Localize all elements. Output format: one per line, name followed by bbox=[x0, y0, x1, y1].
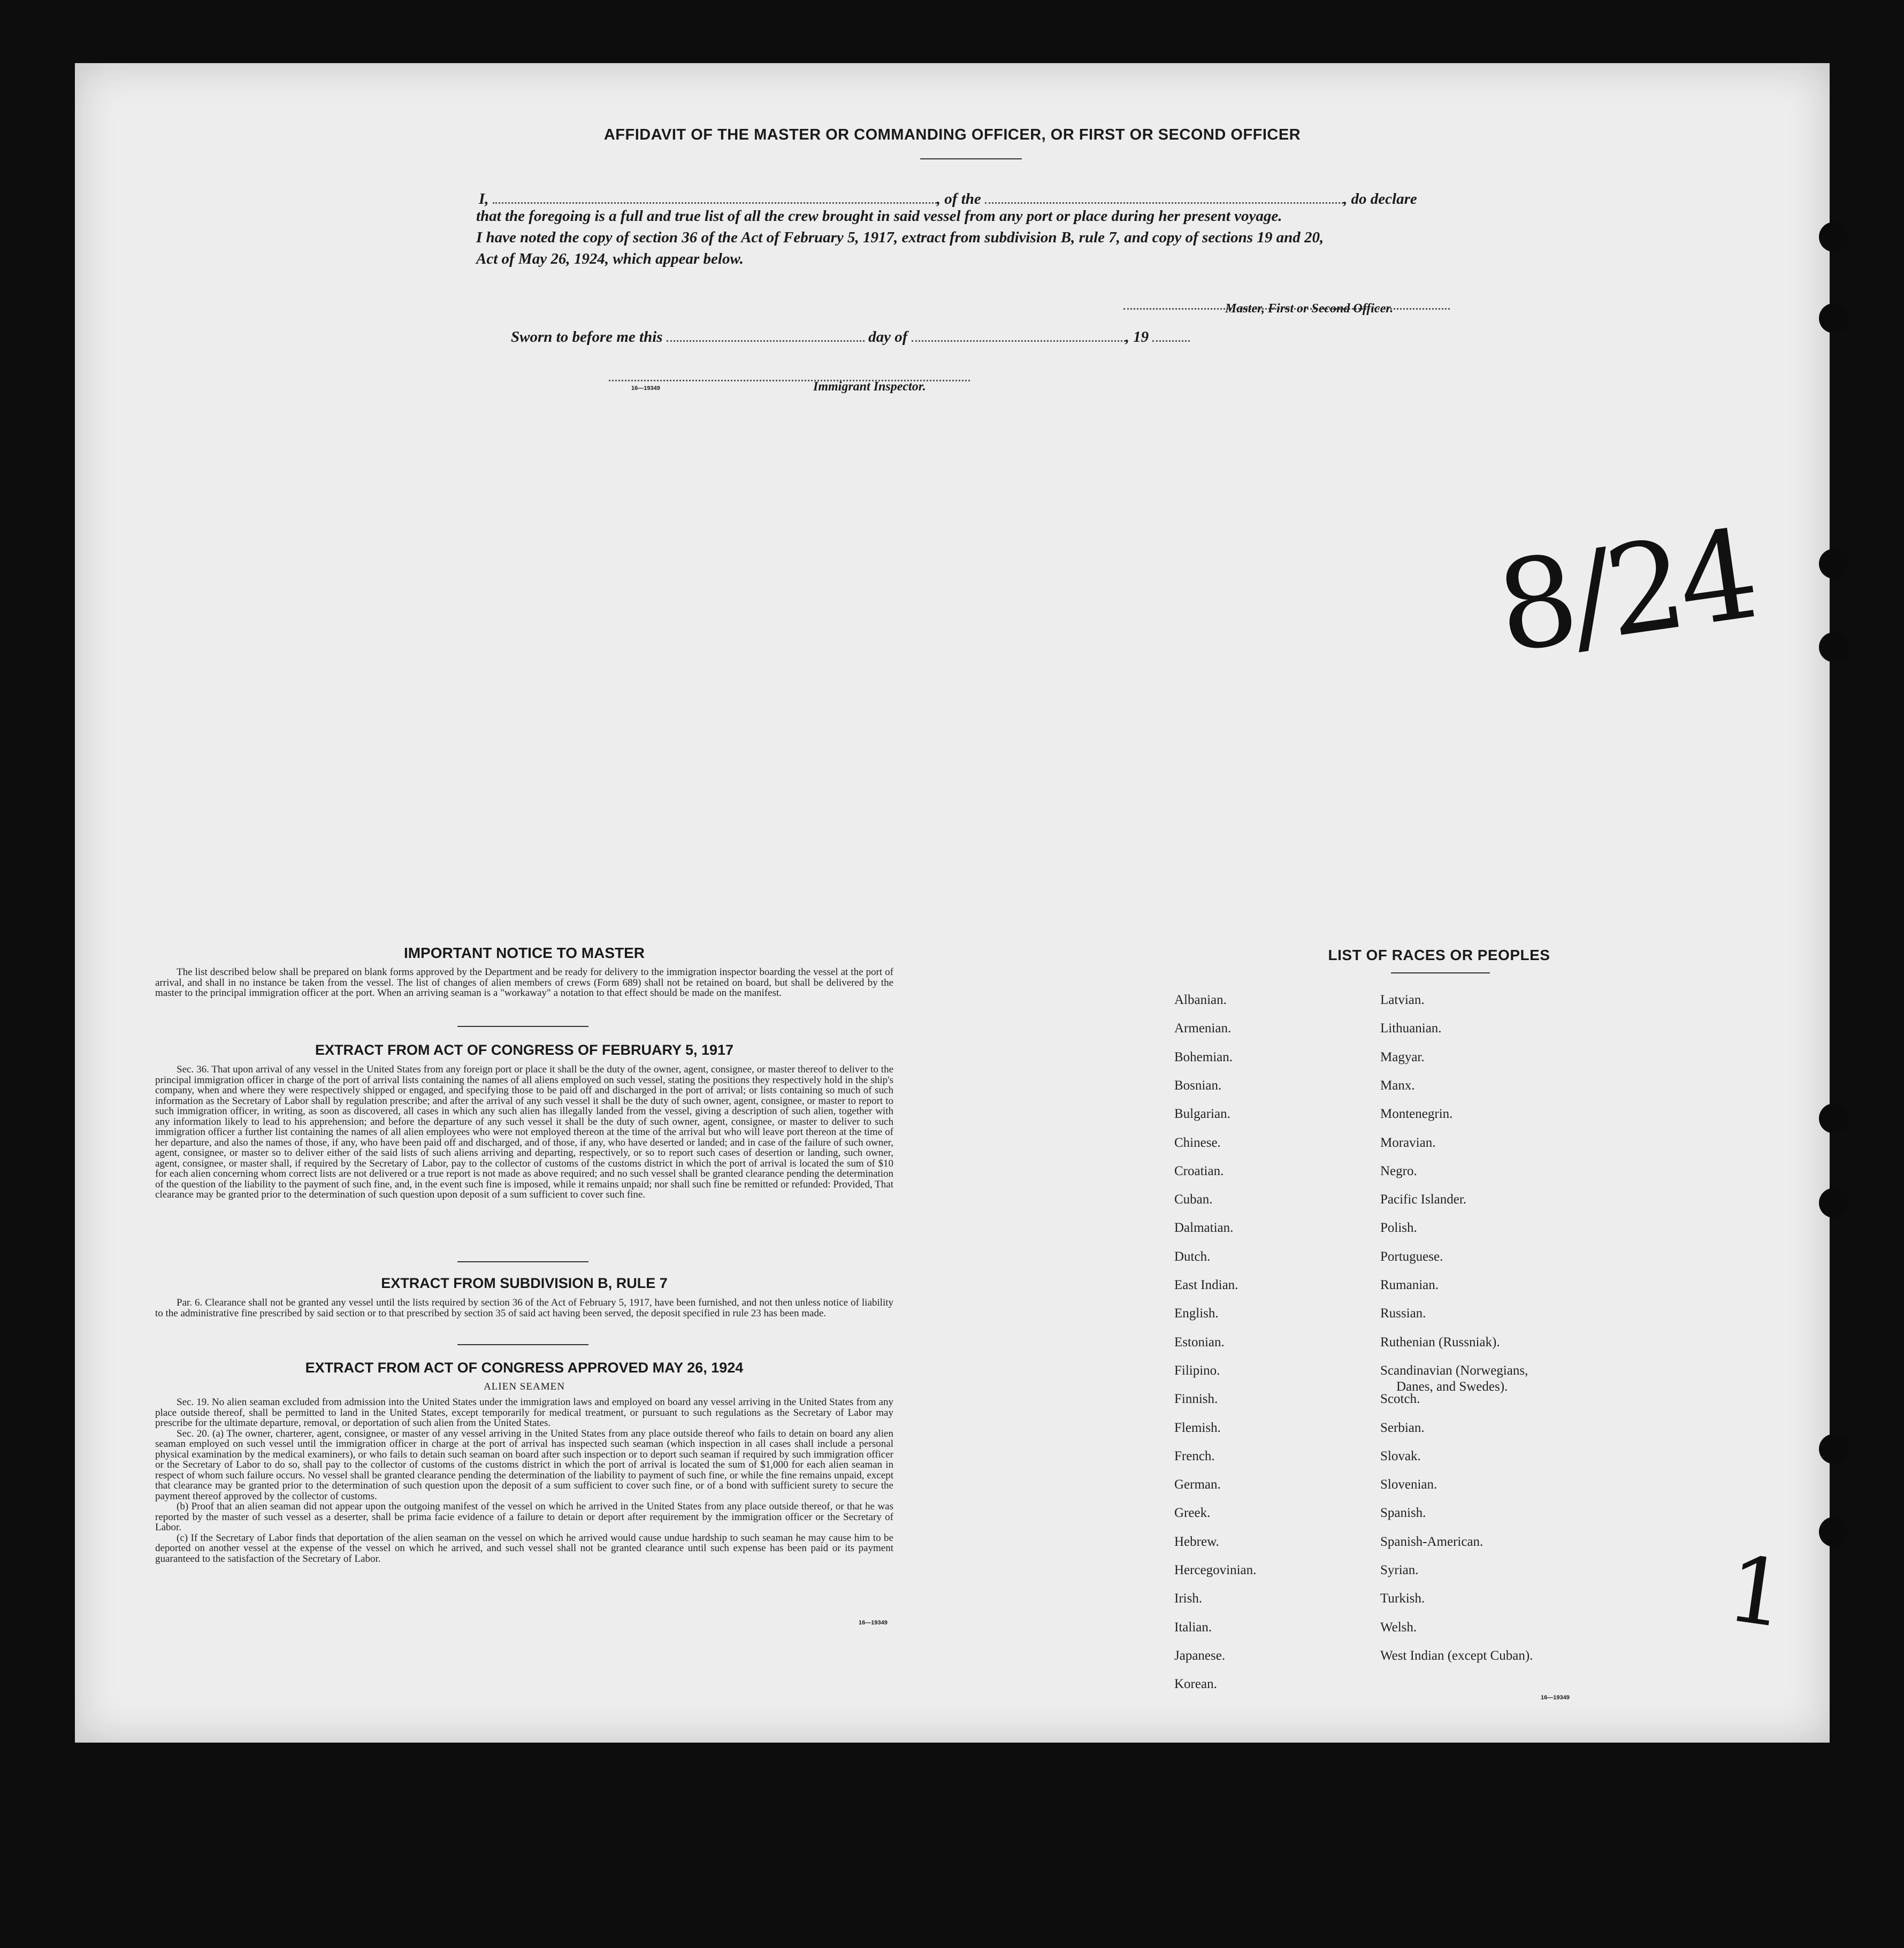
title-underline bbox=[920, 158, 1022, 159]
race-item: Lithuanian. bbox=[1380, 1021, 1442, 1036]
race-item: Chinese. bbox=[1174, 1135, 1221, 1150]
notice-title: IMPORTANT NOTICE TO MASTER bbox=[403, 945, 645, 961]
punch-hole bbox=[1819, 1434, 1849, 1464]
race-item: German. bbox=[1174, 1477, 1221, 1492]
punch-hole bbox=[1819, 222, 1849, 252]
notice-paragraph: The list described below shall be prepared on blank forms approved by the Department and be ready for delivery to the immigration inspector boarding the vessel at the port of arrival, and shall in no instance be taken from the vessel. The list of changes of alien members of crews (Form 689) shall not be retained on board, but shall be delivered by the master to the principal immigration officer at the port. When an arriving seaman is a "workaway" a notation to that effect should be made on the manifest. bbox=[155, 967, 893, 999]
alien-seamen-subtitle: ALIEN SEAMEN bbox=[484, 1381, 565, 1392]
affidavit-form-number: 16—19349 bbox=[631, 385, 660, 392]
sworn-day-label: day of bbox=[868, 328, 908, 346]
punch-hole bbox=[1819, 1188, 1849, 1218]
sec20c-paragraph: (c) If the Secretary of Labor finds that deportation of the alien seaman on the vessel on which he arrived would cause undue hardship to such seaman he may cause him to be deported on another vessel at the expense of the vessel on which he arrived, and such vessel shall not be granted clearance until such expense has been paid or its payment guaranteed to the satisfaction of the Secretary of Labor. bbox=[155, 1532, 893, 1564]
race-item: Turkish. bbox=[1380, 1591, 1425, 1606]
race-item: West Indian (except Cuban). bbox=[1380, 1648, 1533, 1663]
extract-rule7-title: EXTRACT FROM SUBDIVISION B, RULE 7 bbox=[381, 1275, 668, 1291]
sworn-month-field[interactable] bbox=[912, 324, 1126, 342]
race-item: Hebrew. bbox=[1174, 1534, 1219, 1549]
sworn-year-field[interactable] bbox=[1152, 324, 1190, 342]
affidavit-line2: that the foregoing is a full and true list of all the crew brought in said vessel from any port or place during her present voyage. bbox=[476, 208, 1282, 225]
race-item: Spanish-American. bbox=[1380, 1534, 1484, 1549]
race-item: Estonian. bbox=[1174, 1335, 1225, 1349]
vessel-name-field[interactable] bbox=[985, 186, 1343, 204]
races-title-underline bbox=[1391, 972, 1490, 973]
race-item: French. bbox=[1174, 1448, 1215, 1463]
sec20a-paragraph: Sec. 20. (a) The owner, charterer, agent, consignee, or master of any vessel arriving in the United States from any place outside thereof who fails to detain on board any alien seaman employed on such vessel until the immigration officer in charge at the port of arrival has inspected such seaman (which inspection in all cases shall include a personal physical examination by the medical examiners), or who fails to detain such seaman on board after such inspection or to deport such seaman if required by such immigration officer or the Secretary of Labor to do so, shall pay to the collector of customs of the customs district in which the port of arrival is located the sum of $1,000 for each alien seaman in respect of whom such failure occurs. No vessel shall be granted clearance pending the determination of the liability to payment of such fine, or while the fine remains unpaid, except that clearance may be granted prior to the determination of such question upon the deposit of a sum sufficient to cover such fine, or of a bond with sufficient surety to secure the payment thereof approved by the collector of customs. bbox=[155, 1428, 893, 1502]
sec19-paragraph: Sec. 19. No alien seaman excluded from admission into the United States under the immigration laws and employed on board any vessel arriving in the United States from any place outside thereof, shall be permitted to land in the United States, except temporarily for medical treatment, or pursuant to such regulations as the Secretary of Labor may prescribe for the ultimate departure, removal, or deportation of such alien from the United States. bbox=[155, 1397, 893, 1429]
handwritten-page-ref: 8/24 bbox=[1489, 503, 1762, 680]
race-item: Pacific Islander. bbox=[1380, 1192, 1467, 1207]
extract-rule7-divider bbox=[457, 1344, 588, 1345]
affidavit-title: AFFIDAVIT OF THE MASTER OR COMMANDING OFFICER, OR FIRST OR SECOND OFFICER bbox=[603, 126, 1301, 143]
master-signature-label: Master, First or Second Officer. bbox=[1225, 302, 1394, 316]
extract-rule7-text bbox=[155, 1298, 893, 1318]
extract-1924-title: EXTRACT FROM ACT OF CONGRESS APPROVED MAY 26, 1924 bbox=[305, 1360, 744, 1376]
race-item: Serbian. bbox=[1380, 1420, 1425, 1435]
sec36-paragraph: Sec. 36. That upon arrival of any vessel in the United States from any foreign port or place it shall be the duty of the owner, agent, consignee, or master thereof to deliver to the principal immigration officer in charge of the port of arrival lists containing the names of all aliens employed on such vessel, stating the positions they respectively hold in the ship's company, when and where they were respectively shipped or engaged, and specifying those to be paid off and discharged in the port of arrival; or lists containing so much of such information as the Secretary of Labor shall by regulation prescribe; and after the arrival of any such vessel it shall be the duty of such owner, agent, consignee, or master to report to such immigration officer, in writing, as soon as discovered, all cases in which any such alien has illegally landed from the vessel, giving a description of such alien, together with any information likely to lead to his apprehension; and before the departure of any such vessel it shall be the duty of such owner, agent, consignee, or master to deliver to such immigration officer a further list containing the names of all alien employees who were not employed thereon at the time of the arrival but who will leave port thereon at the time of her departure, and also the names of those, if any, who have been paid off and discharged, and of those, if any, who have deserted or landed; and in case of the failure of such owner, agent, consignee, or master so to deliver either of the said lists of such aliens arriving and departing, respectively, or so to report such cases of desertion or landing, such owner, agent, consignee, or master shall, if required by the Secretary of Labor, pay to the collector of customs of the customs district in which the port of arrival is located the sum of $10 for each alien concerning whom correct lists are not delivered or a true report is not made as above required; and no such vessel shall be granted clearance pending the determination of the question of the liability to the payment of such fine, and, in the event such fine is imposed, while it remains unpaid; nor shall such fine be remitted or refunded: Provided, That clearance may be granted prior to the determination of such question upon deposit of a sum sufficient to cover such fine. bbox=[155, 1064, 893, 1200]
notice-text bbox=[155, 967, 893, 999]
race-item: Welsh. bbox=[1380, 1620, 1417, 1635]
race-item: Danes, and Swedes). bbox=[1396, 1379, 1508, 1394]
sworn-year-label: , 19 bbox=[1125, 328, 1149, 346]
sworn-line bbox=[511, 324, 1190, 346]
race-item: Dutch. bbox=[1174, 1249, 1211, 1264]
race-item: Greek. bbox=[1174, 1506, 1211, 1521]
punch-hole bbox=[1819, 303, 1849, 333]
sec20b-paragraph: (b) Proof that an alien seaman did not appear upon the outgoing manifest of the vessel on which he arrived in the United States from any place outside thereof, or that he was reported by the master of such vessel as a deserter, shall be prima facie evidence of a failure to detain or deport after requirement by the immigration officer or the Secretary of Labor. bbox=[155, 1501, 893, 1533]
race-item: East Indian. bbox=[1174, 1278, 1238, 1292]
declarant-prefix: I, bbox=[479, 190, 489, 208]
punch-hole bbox=[1819, 549, 1849, 579]
notice-divider bbox=[457, 1026, 588, 1027]
sworn-prefix: Sworn to before me this bbox=[511, 328, 663, 346]
affidavit-line4: Act of May 26, 1924, which appear below. bbox=[476, 250, 744, 267]
race-item: Korean. bbox=[1174, 1677, 1217, 1692]
declare-text: , do declare bbox=[1343, 190, 1417, 208]
race-item: Dalmatian. bbox=[1174, 1221, 1234, 1236]
race-item: Bulgarian. bbox=[1174, 1107, 1230, 1122]
race-item: Russian. bbox=[1380, 1306, 1426, 1321]
race-item: Montenegrin. bbox=[1380, 1107, 1453, 1122]
race-item: Scandinavian (Norwegians, bbox=[1380, 1363, 1528, 1378]
race-item: Magyar. bbox=[1380, 1049, 1425, 1064]
race-item: Negro. bbox=[1380, 1163, 1417, 1178]
race-item: Italian. bbox=[1174, 1620, 1212, 1635]
punch-hole bbox=[1819, 632, 1849, 662]
race-item: Slovak. bbox=[1380, 1448, 1421, 1463]
inspector-signature-field[interactable] bbox=[609, 364, 970, 381]
inspector-signature-label: Immigrant Inspector. bbox=[813, 380, 926, 394]
race-item: Bohemian. bbox=[1174, 1049, 1233, 1064]
races-title: LIST OF RACES OR PEOPLES bbox=[1328, 947, 1550, 963]
extract-1917-text bbox=[155, 1064, 893, 1200]
affidavit-line3: I have noted the copy of section 36 of the Act of February 5, 1917, extract from subdivision B, rule 7, and copy of sections 19 and 20, bbox=[476, 229, 1324, 246]
race-item: Armenian. bbox=[1174, 1021, 1232, 1036]
race-item: Scotch. bbox=[1380, 1392, 1420, 1407]
race-item: Spanish. bbox=[1380, 1506, 1426, 1521]
par6-paragraph: Par. 6. Clearance shall not be granted any vessel until the lists required by section 36 of the Act of February 5, 1917, have been furnished, and not then unless notice of liability to the administrative fine prescribed by said section or to that prescribed by section 35 of said act having been served, the deposit specified in rule 23 has been made. bbox=[155, 1297, 893, 1319]
race-item: Albanian. bbox=[1174, 993, 1227, 1007]
race-item: Cuban. bbox=[1174, 1192, 1213, 1207]
race-item: Manx. bbox=[1380, 1078, 1415, 1093]
race-item: Portuguese. bbox=[1380, 1249, 1443, 1264]
race-item: Finnish. bbox=[1174, 1392, 1218, 1407]
declarant-name-field[interactable] bbox=[493, 186, 937, 204]
race-item: Syrian. bbox=[1380, 1563, 1419, 1577]
form-page bbox=[75, 63, 1830, 1743]
race-item: Slovenian. bbox=[1380, 1477, 1437, 1492]
handwritten-page-mark: 1 bbox=[1721, 1536, 1793, 1649]
race-item: Ruthenian (Russniak). bbox=[1380, 1335, 1500, 1349]
vessel-prefix: , of the bbox=[936, 190, 981, 208]
punch-hole bbox=[1819, 1517, 1849, 1547]
affidavit-line1 bbox=[479, 186, 1549, 208]
race-item: Croatian. bbox=[1174, 1163, 1224, 1178]
extract-1917-divider bbox=[457, 1261, 588, 1262]
race-item: Filipino. bbox=[1174, 1363, 1220, 1378]
extract-1924-text bbox=[155, 1397, 893, 1564]
extract-1917-title: EXTRACT FROM ACT OF CONGRESS OF FEBRUARY 5, 1917 bbox=[315, 1042, 734, 1058]
races-form-number: 16—19349 bbox=[1541, 1694, 1570, 1701]
sworn-day-field[interactable] bbox=[667, 324, 865, 342]
race-item: Japanese. bbox=[1174, 1648, 1226, 1663]
race-item: Bosnian. bbox=[1174, 1078, 1222, 1093]
race-item: Rumanian. bbox=[1380, 1278, 1439, 1292]
race-item: Polish. bbox=[1380, 1221, 1417, 1236]
extract-form-number: 16—19349 bbox=[859, 1620, 888, 1626]
race-item: Flemish. bbox=[1174, 1420, 1221, 1435]
race-item: Irish. bbox=[1174, 1591, 1203, 1606]
race-item: Moravian. bbox=[1380, 1135, 1436, 1150]
race-item: Latvian. bbox=[1380, 993, 1425, 1007]
race-item: English. bbox=[1174, 1306, 1219, 1321]
race-item: Hercegovinian. bbox=[1174, 1563, 1257, 1577]
punch-hole bbox=[1819, 1103, 1849, 1133]
